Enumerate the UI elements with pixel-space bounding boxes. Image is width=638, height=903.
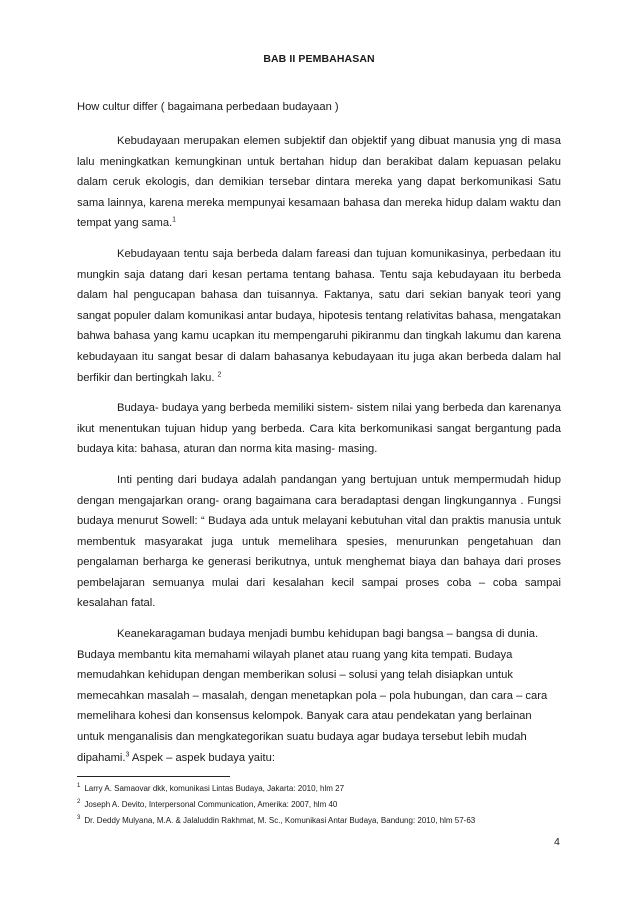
body-text xyxy=(77,131,561,778)
paragraph-2: Kebudayaan tentu saja berbeda dalam fareasi dan tujuan komunikasinya, perbedaan itu mungkin saja datang dari kesan pertama tentang bahasa. Tentu saja kebudayaan itu berbeda dalam hal pengucapan bahasa dan tuisannya. Faktanya, satu dari sekian banyak teori yang sangat populer dalam komunikasi antar budaya, hipotesis tentang relativitas bahasa, mengatakan bahwa bahasa yang kamu ucapkan itu mempengaruhi pikiranmu dan tingkah lakumu dan karena kebudayaan itu sangat besar di dalam bahasanya kebudayaan itu juga akan berbeda dalam hal berfikir dan bertingkah laku. $^2$ xyxy=(77,247,561,384)
paragraph-4: Inti penting dari budaya adalah pandangan yang bertujuan untuk mempermudah hidup dengan mengajarkan orang- orang bagaimana cara beradaptasi dengan lingkungannya . Fungsi budaya menurut Sowell: “ Budaya ada untuk melayani kebutuhan vital dan praktis manusia untuk membentuk masyarakat juga untuk memelihara spesies, menurunkan pengetahuan dan pengalaman berharga ke generasi berikutnya, untuk menghemat biaya dan bahaya dari proses pembelajaran semuanya mulai dari kesalahan kecil sampai proses coba – coba sampai kesalahan fatal. xyxy=(77,473,561,610)
paragraph-3: Budaya- budaya yang berbeda memiliki sistem- sistem nilai yang berbeda dan karenanya ikut menentukan tujuan hidup yang berbeda. Cara kita berkomunikasi sangat bergantung pada budaya kita: bahasa, aturan dan norma kita masing- masing. xyxy=(77,402,561,456)
footnote-ref-1[interactable]: 1 xyxy=(172,216,177,224)
page-number: 4 xyxy=(554,836,560,848)
footnotes xyxy=(77,781,577,829)
footnote-3: $^3$ Dr. Deddy Mulyana, M.A. & Jalaluddin Rakhmat, M. Sc., Komunikasi Antar Budaya, Bandung: 2010, hlm 57-63 xyxy=(77,815,476,825)
chapter-title: BAB II PEMBAHASAN xyxy=(263,53,375,65)
footnote-1: $^1$ Larry A. Samaovar dkk, komunikasi Lintas Budaya, Jakarta: 2010, hlm 27 xyxy=(77,783,345,793)
footnote-2: $^2$ Joseph A. Devito, Interpersonal Communication, Amerika: 2007, hlm 40 xyxy=(77,799,338,809)
footnote-ref-2[interactable]: 2 xyxy=(217,370,222,378)
section-subheading: How cultur differ ( bagaimana perbedaan budayaan ) xyxy=(77,101,339,113)
paragraph-1: Kebudayaan merupakan elemen subjektif dan objektif yang dibuat manusia yng di masa lalu meningkatkan kemungkinan untuk bertahan hidup dan berakibat dalam kepuasan pelaku dalam ceruk ekologis, dan demikian tersebar dintara mereka yang dapat berkomunikasi Satu sama lainnya, karena mereka mempunyai kesamaan bahasa dan mereka hidup dalam waktu dan tempat yang sama.$^1$ xyxy=(77,135,561,230)
paragraph-5: Keanekaragaman budaya menjadi bumbu kehidupan bagi bangsa – bangsa di dunia. Budaya membantu kita memahami wilayah planet atau ruang yang kita tempati. Budaya memudahkan kehidupan dengan memberikan solusi – solusi yang telah disiapkan untuk memecahkan masalah – masalah, dengan menetapkan pola – pola hubungan, dan cara – cara memelihara kohesi dan konsensus kelompok. Banyak cara atau pendekatan yang berlainan untuk menganalisis dan mengkategorikan suatu budaya agar budaya tersebut lebih mudah dipahami.$^3$ Aspek – aspek budaya yaitu: xyxy=(77,628,548,764)
footnote-ref-3[interactable]: 3 xyxy=(125,750,130,758)
footnote-divider xyxy=(77,776,230,777)
